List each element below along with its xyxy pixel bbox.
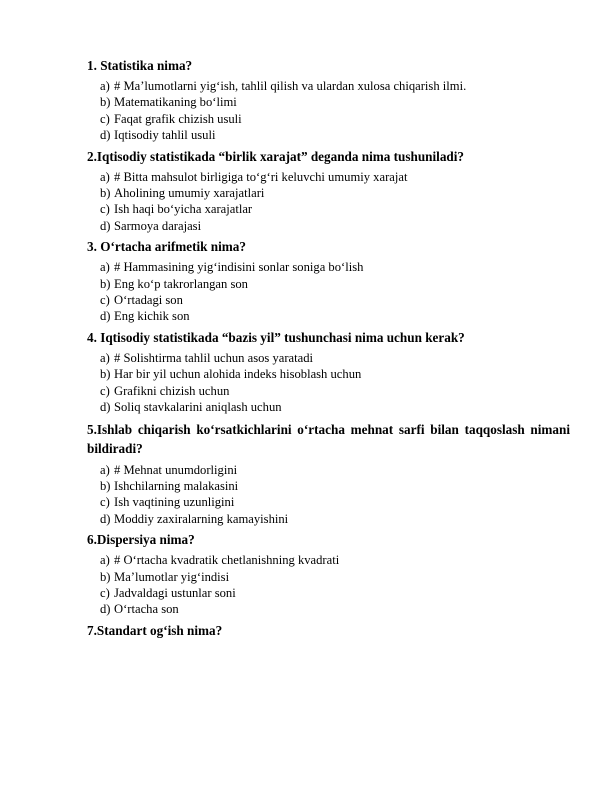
option-letter: a): [100, 79, 110, 93]
option-text: Aholining umumiy xarajatlari: [114, 186, 265, 201]
option-letter: a): [100, 350, 110, 365]
answer-list: [87, 552, 570, 618]
option-letter: a): [100, 260, 110, 275]
answer-option: [100, 308, 570, 324]
question-block-6: [87, 531, 570, 618]
question-block-1: [87, 57, 570, 144]
option-text: Jadvaldagi ustunlar soni: [114, 585, 236, 600]
question-title: 7.Standart og‘ish nima?: [87, 622, 223, 638]
answer-option: [100, 552, 570, 568]
answer-option: [100, 259, 570, 275]
option-letter: c): [100, 383, 110, 398]
option-letter: b): [100, 367, 111, 382]
answer-option: [100, 601, 570, 617]
option-letter: c): [100, 293, 110, 308]
document-page: [87, 57, 570, 643]
answer-option: [100, 201, 570, 217]
answer-option: [100, 78, 570, 94]
answer-option: [100, 276, 570, 292]
question-block-7: [87, 622, 570, 639]
answer-option: [100, 111, 570, 127]
option-letter: b): [100, 95, 111, 110]
option-text: Sarmoya darajasi: [114, 218, 202, 233]
option-letter: d): [100, 218, 111, 233]
option-text: O‘rtadagi son: [114, 293, 183, 308]
option-letter: a): [100, 462, 110, 477]
option-letter: b): [100, 186, 111, 201]
option-text: # O‘rtacha kvadratik chetlanishning kvadrati: [114, 553, 340, 568]
option-text: Eng ko‘p takrorlangan son: [114, 276, 248, 291]
option-letter: b): [100, 569, 111, 584]
question-title: 4. Iqtisodiy statistikada “bazis yil” tushunchasi nima uchun kerak?: [87, 329, 465, 345]
answer-option: [100, 585, 570, 601]
answer-option: [100, 169, 570, 185]
option-text: # Bitta mahsulot birligiga to‘g‘ri keluvchi umumiy xarajat: [114, 169, 408, 184]
answer-option: [100, 292, 570, 308]
answer-option: [100, 94, 570, 110]
answer-option: [100, 185, 570, 201]
option-text: # Mehnat unumdorligini: [114, 462, 238, 477]
option-text: Ish haqi bo‘yicha xarajatlar: [114, 202, 253, 217]
option-text: Faqat grafik chizish usuli: [114, 111, 242, 126]
question-title: 2.Iqtisodiy statistikada “birlik xarajat” deganda nima tushuniladi?: [87, 148, 465, 164]
answer-option: [100, 511, 570, 527]
option-letter: c): [100, 585, 110, 600]
question-block-5: [87, 420, 570, 528]
option-letter: c): [100, 202, 110, 217]
question-block-4: [87, 329, 570, 416]
option-letter: d): [100, 400, 111, 415]
option-text: # Solishtirma tahlil uchun asos yaratadi: [114, 350, 314, 365]
option-text: Matematikaning bo‘limi: [114, 95, 237, 110]
answer-option: [100, 218, 570, 234]
option-letter: a): [100, 553, 110, 568]
answer-list: [87, 78, 570, 144]
question-block-2: [87, 148, 570, 235]
option-text: # Ma’lumotlarni yig‘ish, tahlil qilish va ulardan xulosa chiqarish ilmi.: [114, 79, 467, 93]
option-text: O‘rtacha son: [114, 602, 179, 617]
answer-list: [87, 259, 570, 325]
answer-option: [100, 494, 570, 510]
option-letter: d): [100, 511, 111, 526]
option-letter: d): [100, 602, 111, 617]
option-text: Grafikni chizish uchun: [114, 383, 230, 398]
option-text: Ma’lumotlar yig‘indisi: [114, 569, 230, 584]
option-text: Eng kichik son: [114, 309, 190, 324]
answer-option: [100, 383, 570, 399]
option-text: Ishchilarning malakasini: [114, 478, 239, 493]
option-text: Har bir yil uchun alohida indeks hisoblash uchun: [114, 367, 362, 382]
option-letter: c): [100, 111, 110, 126]
answer-option: [100, 366, 570, 382]
question-block-3: [87, 238, 570, 325]
option-letter: d): [100, 309, 111, 324]
question-title: 5.Ishlab chiqarish ko‘rsatkichlarini o‘rtacha mehnat sarfi bilan taqqoslash nimani bildiradi?: [87, 421, 570, 456]
option-text: Ish vaqtining uzunligini: [114, 495, 235, 510]
option-text: Soliq stavkalarini aniqlash uchun: [114, 400, 282, 415]
answer-list: [87, 462, 570, 528]
answer-option: [100, 399, 570, 415]
question-title: 1. Statistika nima?: [87, 58, 193, 73]
option-letter: d): [100, 128, 111, 143]
answer-option: [100, 478, 570, 494]
answer-option: [100, 462, 570, 478]
question-title: 6.Dispersiya nima?: [87, 532, 195, 548]
option-text: # Hammasining yig‘indisini sonlar soniga bo‘lish: [114, 260, 364, 275]
answer-list: [87, 350, 570, 416]
option-letter: c): [100, 495, 110, 510]
option-letter: a): [100, 169, 110, 184]
answer-list: [87, 169, 570, 235]
question-title: 3. O‘rtacha arifmetik nima?: [87, 239, 246, 255]
option-letter: b): [100, 276, 111, 291]
answer-option: [100, 569, 570, 585]
answer-option: [100, 127, 570, 143]
option-letter: b): [100, 478, 111, 493]
option-text: Moddiy zaxiralarning kamayishini: [114, 511, 289, 526]
answer-option: [100, 350, 570, 366]
option-text: Iqtisodiy tahlil usuli: [114, 128, 216, 143]
